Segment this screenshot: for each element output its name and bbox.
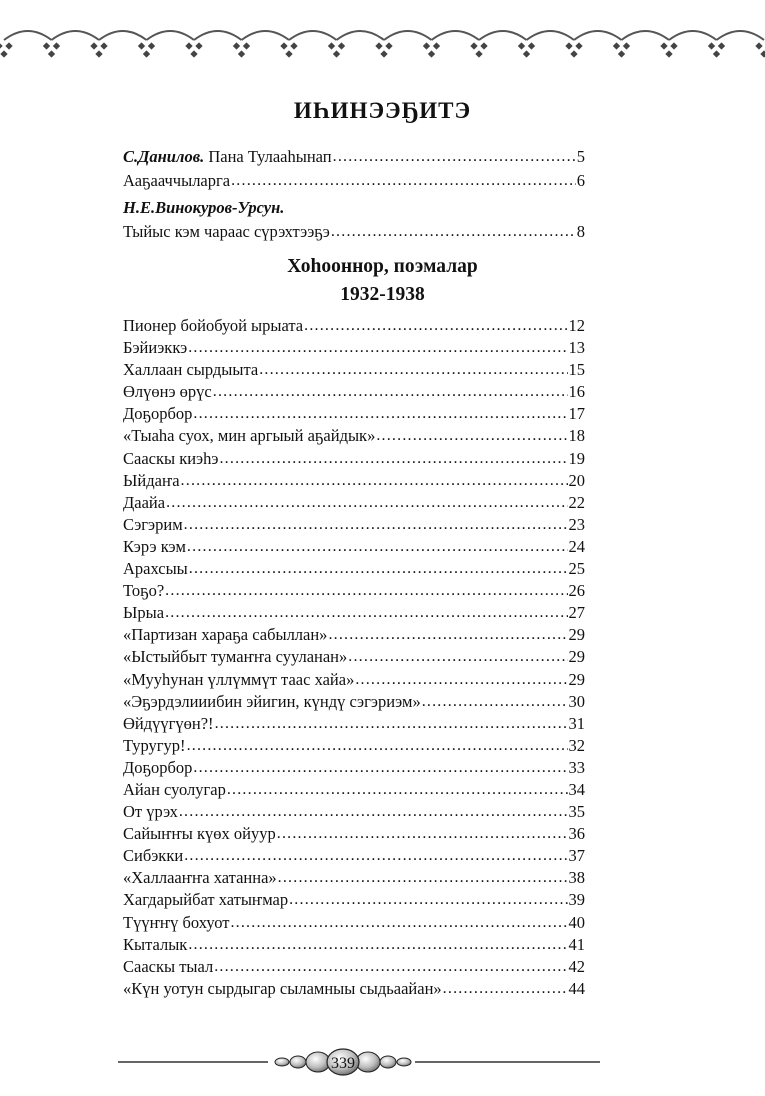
page-number-ref: 42 — [568, 956, 585, 976]
page-number-ref: 25 — [568, 559, 585, 579]
dot-leader — [193, 403, 567, 425]
entry-title: Туругур! — [123, 735, 186, 755]
entry-title: Доҕорбор — [123, 404, 193, 424]
page-number-ref: 26 — [568, 581, 585, 601]
toc-entry[interactable] — [123, 867, 585, 889]
toc-entry-label — [123, 170, 230, 192]
entry-title: Кыталык — [123, 934, 188, 954]
page-number-ref: 13 — [568, 338, 585, 358]
toc-entry[interactable] — [123, 558, 585, 580]
entry-title: Тоҕо? — [123, 581, 165, 601]
entry-title: Бэйиэккэ — [123, 338, 188, 358]
page-number-ref: 8 — [576, 222, 585, 241]
page-number-ref: 27 — [568, 603, 585, 623]
toc-entry[interactable] — [123, 691, 585, 713]
dot-leader — [213, 381, 568, 403]
ornament-arch — [574, 31, 622, 40]
ornament-arch — [99, 31, 147, 40]
toc-entry[interactable] — [123, 470, 585, 492]
ornament-diamond-cluster — [43, 42, 60, 57]
entry-title: Пионер бойобуой ырыата — [123, 316, 304, 335]
ornament-diamond-cluster — [660, 42, 677, 57]
dot-leader — [230, 912, 567, 934]
dot-leader — [227, 779, 568, 801]
toc-entry[interactable] — [123, 889, 585, 911]
page-number-ref: 40 — [568, 912, 585, 932]
dot-leader — [289, 889, 567, 911]
toc-entry[interactable] — [123, 912, 585, 934]
entry-title: «Халлааҥҥа хатанна» — [123, 868, 277, 888]
ornament-arch — [194, 31, 242, 40]
ornament-diamond-cluster — [138, 42, 155, 57]
dot-leader — [179, 801, 568, 823]
toc-entry[interactable] — [123, 492, 585, 514]
dot-leader — [188, 337, 567, 359]
page-number-ref: 30 — [568, 691, 585, 711]
dot-leader — [231, 170, 576, 192]
footer-ornament — [0, 1045, 765, 1085]
ornament-arch — [669, 31, 717, 40]
ornament-diamond-cluster — [613, 42, 630, 57]
dot-leader — [214, 956, 567, 978]
ornament-arch — [289, 31, 337, 40]
dot-leader — [259, 359, 567, 381]
entry-title: Сэгэрим — [123, 514, 183, 534]
entry-title: Кэрэ кэм — [123, 536, 186, 556]
page-number-ref: 18 — [568, 426, 585, 446]
toc-entry[interactable] — [123, 403, 585, 425]
page-number-ref: 34 — [568, 779, 585, 799]
page-title: ИҺИНЭЭҔИТЭ — [293, 98, 472, 123]
page-number-ref: 20 — [568, 470, 585, 490]
dot-leader — [181, 470, 568, 492]
page-number-ref: 36 — [568, 824, 585, 844]
entry-title: Даайа — [123, 492, 166, 512]
entry-title: Сайыҥҥы күөх ойуур — [123, 824, 276, 844]
entry-title: Хагдарыйбат хатыҥмар — [123, 890, 289, 910]
page-number-ref: 23 — [568, 514, 585, 534]
page-number-ref: 33 — [568, 757, 585, 777]
page-number-ref: 35 — [568, 802, 585, 822]
author-name: С.Данилов. — [123, 147, 205, 166]
entry-title: Сааскы тыал — [123, 956, 214, 976]
entry-title: «Эҕэрдэлииибин эйигин, күндү сэгэриэм» — [123, 691, 421, 711]
toc-entry[interactable] — [123, 934, 585, 956]
page-number-ref: 29 — [568, 647, 585, 667]
entry-title: Тыйыс кэм чараас сүрэхтээҕэ — [123, 222, 330, 241]
page-number-ref: 29 — [568, 669, 585, 689]
toc-entry[interactable] — [123, 735, 585, 757]
dot-leader — [189, 558, 568, 580]
entry-title: Ааҕааччыларга — [123, 171, 231, 190]
entry-title: Өйдүүгүөн?! — [123, 713, 214, 733]
ornament-diamond-cluster — [375, 42, 392, 57]
entry-title: Айан суолугар — [123, 779, 226, 799]
ornament-arch — [4, 31, 52, 40]
toc-entry[interactable] — [123, 315, 585, 337]
entry-title: «Партизан хараҕа сабыллан» — [123, 625, 328, 645]
ornament-diamond-cluster — [328, 42, 345, 57]
ornament-arch — [242, 31, 290, 40]
toc-entry[interactable] — [123, 823, 585, 845]
dot-leader — [184, 514, 568, 536]
dot-leader — [215, 713, 568, 735]
toc-entry[interactable] — [123, 580, 585, 602]
dot-leader — [165, 580, 567, 602]
entry-title: «Ыстыйбыт тумаҥҥа сууланан» — [123, 647, 348, 667]
ornament-arch — [432, 31, 480, 40]
dot-leader — [193, 757, 567, 779]
page-number-ref: 15 — [568, 360, 585, 380]
page-number-ref: 29 — [568, 625, 585, 645]
toc-entry[interactable] — [123, 669, 585, 691]
entry-title: Өлүөнэ өрүс — [123, 382, 212, 402]
author-name: Н.Е.Винокуров-Урсун. — [123, 198, 285, 217]
toc-entry[interactable] — [123, 146, 585, 168]
page-number-ref: 37 — [568, 846, 585, 866]
entry-title: От үрэх — [123, 802, 178, 822]
entry-title: «Тыаһа суох, мин аргыый аҕайдык» — [123, 426, 376, 446]
toc-entry[interactable] — [123, 221, 585, 243]
ornament-arch — [717, 31, 765, 40]
page-number-ref: 24 — [568, 536, 585, 556]
ornament-diamond-cluster — [423, 42, 440, 57]
dot-leader — [188, 934, 567, 956]
footer-bead — [397, 1058, 411, 1066]
page-number: 339 — [331, 1055, 355, 1072]
ornament-diamond-cluster — [185, 42, 202, 57]
page-number-ref: 32 — [568, 735, 585, 755]
dot-leader — [166, 492, 567, 514]
dot-leader — [219, 448, 567, 470]
page-number-ref: 5 — [576, 147, 585, 166]
page-number-ref: 39 — [568, 890, 585, 910]
dot-leader — [277, 823, 568, 845]
entry-title: Сибэкки — [123, 846, 184, 866]
entry-title: «Мууһунан үллүммүт таас хайа» — [123, 669, 355, 689]
page-number-ref: 38 — [568, 868, 585, 888]
entry-title: «Күн уотун сырдыгар сыламныы сыдьаайан» — [123, 978, 442, 998]
dot-leader — [443, 978, 568, 1000]
toc-entry[interactable] — [123, 978, 585, 1000]
toc-entry-label — [123, 221, 330, 243]
ornament-arch — [337, 31, 385, 40]
section-years: 1932-1938 — [340, 284, 425, 305]
page-number-ref: 6 — [576, 171, 585, 190]
dot-leader — [422, 691, 568, 713]
page-number-ref: 31 — [568, 713, 585, 733]
dot-leader — [333, 146, 576, 168]
ornament-diamond-cluster — [755, 42, 765, 57]
ornament-diamond-cluster — [565, 42, 582, 57]
ornament-diamond-cluster — [90, 42, 107, 57]
ornament-diamond-cluster — [470, 42, 487, 57]
toc-entry[interactable] — [123, 170, 585, 192]
ornament-arch — [52, 31, 100, 40]
page-number-ref: 22 — [568, 492, 585, 512]
dot-leader — [165, 602, 567, 624]
entry-title: Ыйдаҥа — [123, 470, 180, 490]
ornament-arch — [527, 31, 575, 40]
toc-entry[interactable] — [123, 381, 585, 403]
toc-entry[interactable] — [123, 337, 585, 359]
entry-title: Сааскы киэһэ — [123, 448, 219, 468]
toc-entry-label — [123, 146, 332, 168]
entry-title: Пана Тулааһынап — [208, 147, 332, 166]
entry-title: Арахсыы — [123, 559, 188, 579]
dot-leader — [376, 425, 567, 447]
toc-entry[interactable] — [123, 514, 585, 536]
toc-entry[interactable] — [123, 956, 585, 978]
ornament-diamond-cluster — [233, 42, 250, 57]
ornament-arch — [622, 31, 670, 40]
dot-leader — [187, 735, 568, 757]
dot-leader — [184, 845, 567, 867]
toc-entry[interactable] — [123, 602, 585, 624]
toc-entry[interactable] — [123, 713, 585, 735]
page-number-ref: 16 — [568, 382, 585, 402]
dot-leader — [328, 624, 567, 646]
dot-leader — [355, 669, 567, 691]
toc-entry[interactable] — [123, 197, 585, 219]
entry-title: Ырыа — [123, 603, 165, 623]
page-number-ref: 17 — [568, 404, 585, 424]
dot-leader — [278, 867, 568, 889]
entry-title: Доҕорбор — [123, 757, 193, 777]
ornament-diamond-cluster — [708, 42, 725, 57]
decorative-top-border — [0, 28, 765, 64]
page-number-ref: 12 — [568, 316, 585, 335]
footer-bead — [275, 1058, 289, 1066]
toc-entry[interactable] — [123, 359, 585, 381]
ornament-diamond-cluster — [0, 42, 13, 57]
ornament-arch — [384, 31, 432, 40]
toc-entry[interactable] — [123, 536, 585, 558]
table-of-contents — [123, 315, 585, 1000]
entry-title: Түүҥҥү бохуот — [123, 912, 230, 932]
toc-entry[interactable] — [123, 624, 585, 646]
toc-entry[interactable] — [123, 757, 585, 779]
section-heading: Хоһооннор, поэмалар — [287, 256, 478, 277]
toc-entry[interactable] — [123, 801, 585, 823]
toc-entry[interactable] — [123, 448, 585, 470]
dot-leader — [304, 315, 567, 337]
footer-bead — [290, 1056, 306, 1068]
ornament-diamond-cluster — [518, 42, 535, 57]
ornament-diamond-cluster — [280, 42, 297, 57]
ornament-arch — [479, 31, 527, 40]
toc-entry[interactable] — [123, 779, 585, 801]
toc-entry-label — [123, 197, 284, 219]
dot-leader — [187, 536, 568, 558]
toc-entry[interactable] — [123, 425, 585, 447]
dot-leader — [331, 221, 576, 243]
footer-bead — [380, 1056, 396, 1068]
page-number-ref: 19 — [568, 448, 585, 468]
page-number-ref: 41 — [568, 934, 585, 954]
toc-entry[interactable] — [123, 845, 585, 867]
entry-title: Халлаан сырдыыта — [123, 360, 259, 380]
toc-entry[interactable] — [123, 646, 585, 668]
dot-leader — [348, 646, 567, 668]
page-number-ref: 44 — [568, 978, 585, 998]
ornament-arch — [147, 31, 195, 40]
